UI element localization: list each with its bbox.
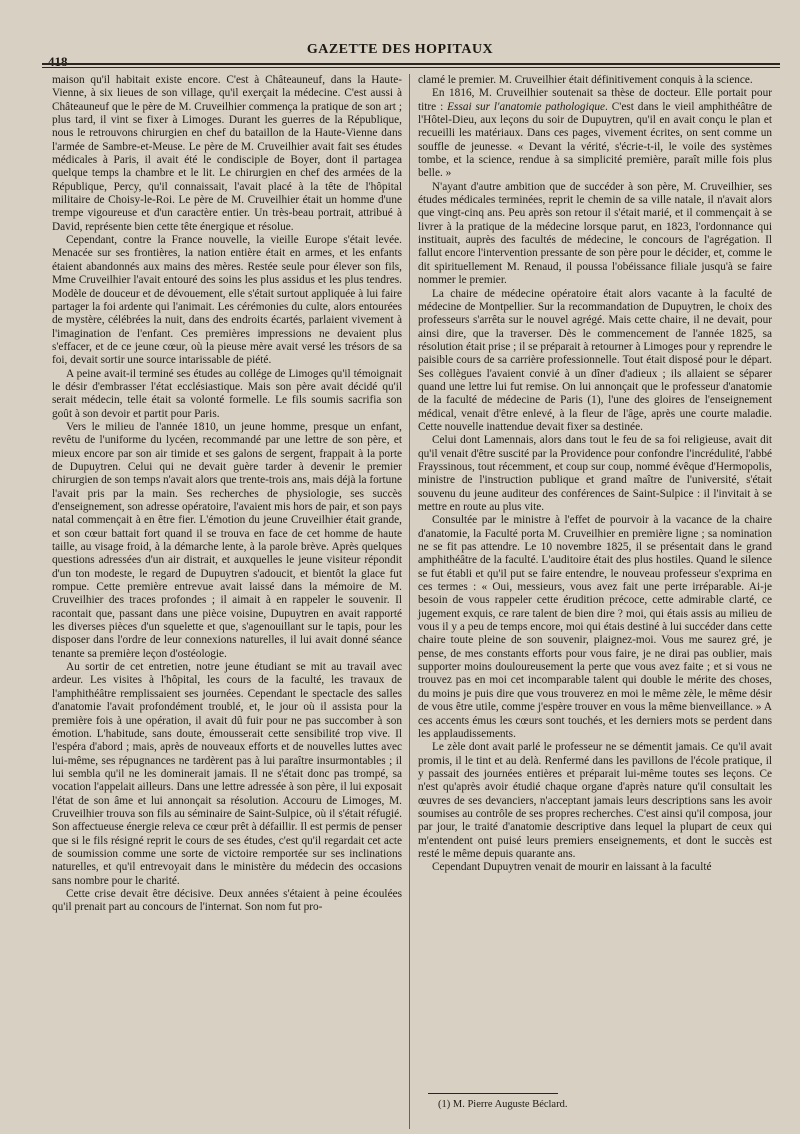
paragraph: clamé le premier. M. Cruveilhier était définitivement conquis à la science. [418, 74, 753, 86]
paragraph: Cependant Dupuytren venait de mourir en laissant à la faculté [432, 861, 712, 874]
header-rule-thin [42, 67, 780, 68]
paragraph: La chaire de médecine opératoire était alors vacante à la faculté de médecine de Montpellier. Sur la recommandation de Dupuytren, le choix des professeurs s'arrêta sur le nouvel agrégé. Mais cette chaire, il ne devait, pour ainsi dire, que la traverser. Dès le commencement de l'année 1825, sa résolution était prise ; il se préparait à retourner à Limoges pour y reprendre le paisible cours de sa carrière professionnelle. Tout était disposé pour le départ. Ses collègues l'avaient convié à un dîner d'adieux ; ils allaient se séparer quand une lettre lui fut remise. On lui annonçait que le professeur d'anatomie de la faculté de médecine de Paris (1), l'une des gloires de l'enseignement médical, venait d'être enlevé, à la fleur de l'âge, après une courte maladie. Cette nouvelle inattendue devait fixer sa destinée. [418, 287, 772, 433]
paragraph: Celui dont Lamennais, alors dans tout le feu de sa foi religieuse, avait dit qu'il venait d'être suscité par la Providence pour confondre l'incrédulité, l'abbé Frayssinous, tout récemment, et coup sur coup, nommé évêque d'Hermopolis, ministre de l'instruction publique et grand maître de l'université, s'était souvenu du jeune auditeur des conférences de Saint-Sulpice : il l'invitait à se mettre en route au plus vite. [418, 434, 772, 513]
text-run: En 1816, M. Cruveilhier soutenait sa thèse de docteur. Elle portait pour titre : [418, 87, 772, 113]
journal-title: GAZETTE DES HOPITAUX [306, 42, 494, 57]
left-column [52, 74, 402, 915]
column-divider [409, 74, 410, 1129]
paragraph: Au sortir de cet entretien, notre jeune étudiant se mit au travail avec ardeur. Les visites à l'hôpital, les cours de la faculté, les travaux de l'amphithéâtre remplissaient ses journées. Cependant le spectacle des salles d'anatomie l'avait profondément troublé, et, le jour où il assista pour la première fois à une opération, il avait dû fuir pour ne pas succomber à son émotion. L'habitude, sans doute, émousserait cette sensibilité trop vive. Il l'espéra d'abord ; mais, après de nouveaux efforts et de nouvelles luttes avec lui-même, ses répugnances ne tardèrent pas à lui paraître insurmontables ; il lui sembla qu'il ne les dominerait jamais. Il ne s'était donc pas trompé, sa vocation l'appelait ailleurs. Dans une lettre adressée à son père, il lui exposait l'état de son âme et lui annonçait sa résolution. Accouru de Limoges, M. Cruveilhier trouva son fils au séminaire de Saint-Sulpice, où il s'était réfugié. Son affectueuse énergie releva ce cœur prêt à défaillir. Il est permis de penser que si le fils résigné reprit le cours de ses études, c'est qu'il regardait cet acte de soumission comme une sorte de victoire remportée sur ses inclinations naturelles, et qu'il entrevoyait dans le ministère du médecin des occasions sans nombre pour le charité. [52, 661, 402, 887]
right-column [418, 74, 772, 875]
footnote-rule [428, 1093, 558, 1094]
paragraph-thesis [418, 87, 772, 180]
paragraph: Consultée par le ministre à l'effet de pourvoir à la vacance de la chaire d'anatomie, la Faculté porta M. Cruveilhier en première ligne ; sa nomination ne se fit pas attendre. Le 10 novembre 1825, il se présentait dans le grand amphithéâtre de la faculté. L'auditoire était des plus hostiles. Quand le silence se fut établi et qu'il put se faire entendre, le nouveau professeur s'exprima en ces termes : « Oui, messieurs, vous avez fait une perte irréparable. Ai-je besoin de vous rappeler cette érudition précoce, cette admirable clarté, ce jugement exquis, ce rare talent de bien dire ? moi, qui étais assis au milieu de vous il y a peu de temps encore, moi qui étais destiné à lui succéder dans cette chaire toute pleine de son souvenir, plaignez-moi. Vous me saurez gré, je pense, de mes constants efforts pour vous faire, je ne dirai pas oublier, mais supporter moins douloureusement la perte que vous avez faite ; et si vous ne trouvez pas en moi cet incomparable talent qui double le mérite des choses, du moins je puis dire que vous trouverez en moi le même zèle, le même désir de vous être utile, comme j'espère trouver en vous la même bienveillance. » A ces accents émus les cœurs sont touchés, et les derniers mots se perdent dans les applaudissements. [418, 514, 772, 740]
paragraph: N'ayant d'autre ambition que de succéder à son père, M. Cruveilhier, ses études médicales terminées, reprit le chemin de sa ville natale, il n'avait alors que vingt-cinq ans. Peu après son retour il s'était marié, et il commençait à se livrer à la pratique de la médecine lorsque parut, en 1823, l'ordonnance qui instituait, auprès des facultés de médecine, le concours de l'agrégation. Il fallut encore l'intervention pressante de son père pour le décider, et, comme le dit spirituellement M. Renaud, il poussa l'obéissance filiale jusqu'à se faire nommer le premier. [418, 180, 772, 287]
page-number: 418 [48, 54, 68, 69]
paragraph: Le zèle dont avait parlé le professeur ne se démentit jamais. Ce qu'il avait promis, il le tint et au delà. Renfermé dans les pavillons de l'école pratique, il y passait des journées entières et préparait lui-même toutes ses leçons. Ce n'est qu'après avoir étudié chaque organe d'après nature qu'il consultait les œuvres de ses devanciers, n'acceptant jamais leurs descriptions sans les avoir soumises au contrôle de ses propres recherches. C'est ainsi qu'il composa, jour par jour, le traité d'anatomie descriptive dans lequel la plupart de ceux qui m'entendent ont puisé leurs premiers enseignements, et dont le succès est resté le même depuis quarante ans. [418, 741, 772, 860]
paragraph: Cependant, contre la France nouvelle, la vieille Europe s'était levée. Menacée sur ses frontières, la nation entière était en armes, et les enfants étaient abandonnés aux mains des mères. Restée seule pour élever son fils, Mme Cruveilhier l'avait entouré des soins les plus assidus et les plus tendres. Modèle de douceur et de dévouement, elle s'était surtout appliquée à lui faire partager la foi ardente qui l'animait. Les cérémonies du culte, alors entourées de mystère, célébrées la nuit, dans des endroits écartés, parlaient vivement à l'imagination de l'enfant. Ces premières impressions ne devaient plus s'effacer, et de ce jeune cœur, où la pieuse mère avait versé les trésors de sa foi, devait sortir une source intarissable de piété. [52, 234, 402, 367]
paragraph: maison qu'il habitait existe encore. C'est à Châteauneuf, dans la Haute-Vienne, à six lieues de son village, qu'il exerçait la médecine. C'est aussi à Châteauneuf que le père de M. Cruveilhier commença la pratique de son art ; plus tard, il vint se fixer à Limoges. Durant les guerres de la République, nous le retrouvons chirurgien en chef du bataillon de la Haute-Vienne dans l'armée de Sambre-et-Meuse. Le père de M. Cruveilhier avait fait ses études médicales à Paris, il avait été le condisciple de Boyer, dont il partagea quelque temps la chambre et le lit. Le chirurgien en chef des armées de la République, Percy, qu'il connaissait, l'avait placé à la tête de l'hôpital militaire de Choisy-le-Roi. Le père de M. Cruveilhier était un homme d'une trempe vigoureuse et d'un caractère entier. Un très-beau portrait, attribué à David, représente bien cette tête énergique et résolue. [52, 74, 402, 233]
text-run: . C'est dans le vieil amphithéâtre de l'Hôtel-Dieu, aux leçons du soir de Dupuytren, qu'il en avait conçu le plan et recueilli les matériaux. Dans ces pages, vivement écrites, on sent comme un souffle de jeunesse. « Devant la vérité, s'écrie-t-il, le voile des systèmes tombe, et la science, rendue à sa simplicité première, paraît mille fois plus belle. » [418, 100, 772, 180]
thesis-title: Essai sur l'anatomie pathologique [447, 100, 606, 113]
footnote: (1) M. Pierre Auguste Béclard. [438, 1099, 568, 1110]
header-rule [42, 63, 780, 65]
paragraph: Vers le milieu de l'année 1810, un jeune homme, presque un enfant, revêtu de l'uniforme du lycéen, recommandé par une lettre de son père, et mieux encore par son air timide et ses galons de sergent, frappait à la porte de Dupuytren. Celui qui ne devait guère tarder à devenir le premier chirurgien de son temps n'avait alors que trente-trois ans, mais déjà la fortune l'avait pris par la main. Ses recherches de physiologie, ses succès d'enseignement, son adresse opératoire, l'avaient mis hors de pair, et son pays natal commençait à en être fier. L'émotion du jeune Cruveilhier était grande, et son cœur battait fort quand il se trouva en face de cet homme de haute taille, au visage froid, à la démarche lente, à la parole brève. Après quelques questions adressées d'un air distrait, et auxquelles le jeune visiteur répondit d'un ton modeste, le regard de Dupuytren s'adoucit, et bientôt la glace fut rompue. Cette première entrevue avait laissé dans la mémoire de M. Cruveilhier des traces profondes ; il aimait à en rappeler le souvenir. Il racontait que, passant dans une pièce voisine, Dupuytren en avait rapporté les diverses pièces d'un squelette et que, s'agenouillant sur le tapis, pour les disposer dans l'ordre de leur connexions naturelles, il lui avait donné séance tenante sa première leçon d'ostéologie. [52, 420, 402, 660]
paragraph: Cette crise devait être décisive. Deux années s'étaient à peine écoulées qu'il prenait part au concours de l'internat. Son nom fut pro- [52, 887, 402, 914]
paragraph: A peine avait-il terminé ses études au collége de Limoges qu'il témoignait le désir d'embrasser l'état ecclésiastique. Mais son père avait décidé qu'il serait médecin, telle était sa volonté formelle. Le fils soumis sacrifia son goût à son devoir et partit pour Paris. [52, 367, 402, 420]
